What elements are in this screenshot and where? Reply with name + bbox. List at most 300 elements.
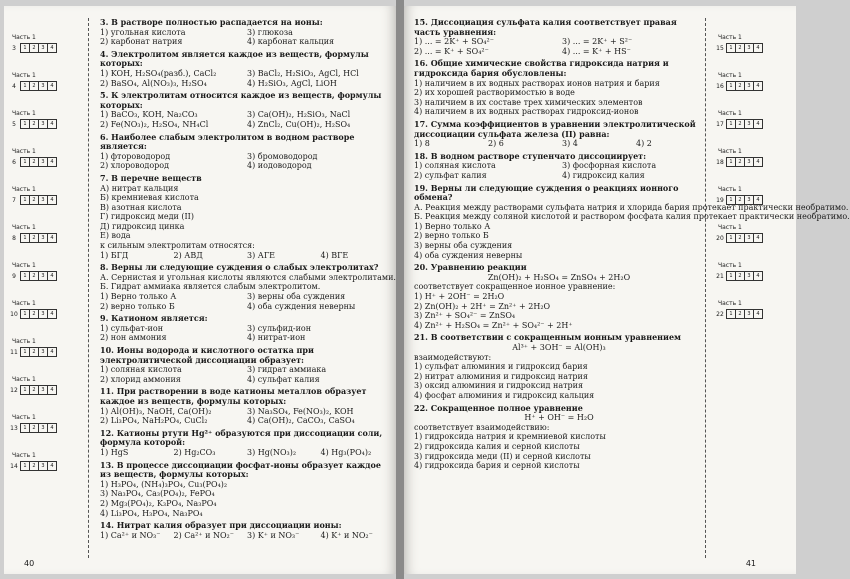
question-line: соответствует сокращенное ионное уравнение: — [414, 282, 616, 292]
answer-option: 4) 2 — [636, 139, 652, 149]
answer-part-label: Часть 1 — [718, 110, 742, 117]
answer-option: 4) ВГЕ — [320, 250, 349, 260]
question-block — [414, 333, 704, 400]
answer-cells — [20, 347, 56, 357]
answer-options — [100, 251, 388, 261]
answer-cell[interactable]: 2 — [735, 43, 745, 53]
answer-option: 2) BaSO₄, Al(NO₃)₃, H₂SO₄ — [100, 78, 207, 88]
answer-options — [100, 448, 388, 458]
answer-cells — [20, 195, 56, 205]
question-title: 14. Нитрат калия образует при диссоциации ионы: — [100, 520, 342, 531]
answer-cells — [726, 233, 762, 243]
question-line: 1) наличием в их водных растворах ионов натрия и бария — [414, 78, 660, 88]
answer-question-number: 15 — [716, 44, 724, 52]
question-title: 6. Наиболее слабым электролитом в водном растворе является: — [100, 131, 355, 152]
answer-part-label: Часть 1 — [718, 148, 742, 155]
answer-cell[interactable]: 1 — [726, 43, 736, 53]
question-title: 15. Диссоциация сульфата калия соответствует правая часть уравнения: — [414, 17, 677, 37]
answer-part-label: Часть 1 — [718, 300, 742, 307]
answer-cell[interactable]: 3 — [744, 271, 754, 281]
answer-cell[interactable]: 3 — [38, 119, 48, 129]
question-title: 11. При растворении в воде катионы металлов образует каждое из веществ, формулы которых: — [100, 386, 367, 406]
question-line: 2) нитрат алюминия и гидроксид натрия — [414, 371, 588, 381]
answer-options — [100, 292, 388, 311]
answer-cell[interactable]: 1 — [20, 461, 30, 471]
answer-box-item — [714, 34, 792, 72]
answer-option: 1) угольная кислота — [100, 27, 186, 37]
question-title: 20. Уравнению реакции — [414, 262, 527, 273]
answer-question-number: 5 — [12, 120, 16, 128]
answer-option: 1) 8 — [414, 139, 430, 149]
question-title: 22. Сокращенное полное уравнение — [414, 402, 583, 413]
answer-cell[interactable]: 2 — [29, 385, 39, 395]
question-line: В) азотная кислота — [100, 202, 182, 212]
answer-cell[interactable]: 1 — [726, 195, 736, 205]
question-block — [414, 18, 704, 56]
answer-option: 1) сульфат-ион — [100, 323, 164, 333]
answer-cell[interactable]: 3 — [38, 81, 48, 91]
answer-cell[interactable]: 3 — [38, 461, 48, 471]
answer-cell[interactable]: 4 — [47, 271, 57, 281]
answer-cell[interactable]: 4 — [47, 157, 57, 167]
answer-box-item — [8, 376, 86, 414]
answer-cell[interactable]: 4 — [753, 81, 763, 91]
answer-cell[interactable]: 3 — [744, 233, 754, 243]
answer-option: 4) карбонат кальция — [247, 37, 335, 47]
answer-box-item — [8, 414, 86, 452]
answer-grid — [8, 233, 86, 243]
answer-cell[interactable]: 2 — [735, 119, 745, 129]
answer-cells — [20, 81, 56, 91]
question-line: 2) их хорошей растворимостью в воде — [414, 88, 575, 98]
answer-grid — [8, 423, 86, 433]
answer-cells — [20, 271, 56, 281]
question-title: 3. В растворе полностью распадается на ионы: — [100, 17, 323, 27]
answer-option: 4) нитрат-ион — [247, 333, 306, 343]
question-line: 4) фосфат алюминия и гидроксид кальция — [414, 390, 595, 400]
answer-cell[interactable]: 4 — [47, 461, 57, 471]
answer-option: 4) оба суждения неверны — [247, 301, 356, 311]
question-line: А. Реакция между растворами сульфата натрия и хлорида бария протекает практически необратимо. — [414, 202, 849, 212]
answer-options — [100, 152, 388, 171]
question-line: соответствует взаимодействию: — [414, 422, 550, 432]
answer-part-label: Часть 1 — [12, 72, 36, 79]
question-line: 4) наличием в их водных растворах гидроксид-ионов — [414, 107, 639, 117]
question-line: Б) кремниевая кислота — [100, 193, 199, 203]
answer-grid — [8, 271, 86, 281]
answer-grid — [8, 309, 86, 319]
answer-cell[interactable]: 3 — [38, 157, 48, 167]
question-line: 4) гидроксида бария и серной кислоты — [414, 461, 580, 471]
answer-question-number: 14 — [10, 462, 18, 470]
answer-cell[interactable]: 4 — [47, 423, 57, 433]
answer-option: 2) Ca²⁺ и NO₂⁻ — [173, 530, 234, 540]
answer-option: 3) K⁺ и NO₃⁻ — [247, 530, 300, 540]
answer-cell[interactable]: 3 — [38, 43, 48, 53]
answer-option: 4) сульфат калия — [247, 374, 320, 384]
answer-option: 4) Hg₃(PO₄)₂ — [320, 447, 372, 457]
question-line: 2) Zn(OH)₂ + 2H⁺ = Zn²⁺ + 2H₂O — [414, 301, 551, 311]
question-block — [100, 18, 388, 47]
answer-cells — [20, 423, 56, 433]
answer-option: 4) гидроксид калия — [562, 170, 645, 180]
answer-grid — [8, 195, 86, 205]
answer-cell[interactable]: 1 — [726, 271, 736, 281]
answer-option: 3) ... = 2K⁺ + S²⁻ — [562, 37, 633, 47]
answer-question-number: 20 — [716, 234, 724, 242]
answer-part-label: Часть 1 — [12, 300, 36, 307]
answer-cell[interactable]: 2 — [29, 43, 39, 53]
question-title: 10. Ионы водорода и кислотного остатка при электролитической диссоциации образует: — [100, 345, 314, 365]
answer-box-item — [8, 34, 86, 72]
answer-question-number: 11 — [10, 348, 18, 356]
answer-option: 2) сульфат калия — [414, 170, 487, 180]
answer-option: 1) H₃PO₄, (NH₄)₃PO₄, Cu₃(PO₄)₂ — [100, 479, 228, 489]
answer-option: 2) 6 — [488, 139, 504, 149]
answer-options — [100, 407, 388, 426]
question-line: 1) сульфат алюминия и гидроксид бария — [414, 362, 588, 372]
question-line: Д) гидроксид цинка — [100, 221, 185, 231]
answer-cells — [20, 43, 56, 53]
answer-option: 4) H₂SiO₃, AgCl, LiOH — [247, 78, 337, 88]
answer-grid — [8, 119, 86, 129]
answer-option: 1) соляная кислота — [100, 365, 182, 375]
question-line: 3) гидроксида меди (II) и серной кислоты — [414, 451, 591, 461]
answer-cell[interactable]: 2 — [735, 195, 745, 205]
answer-option: 1) Ca²⁺ и NO₃⁻ — [100, 530, 161, 540]
question-title: 17. Сумма коэффициентов в уравнении электролитической диссоциации сульфата железа (II) равна: — [414, 118, 696, 139]
answer-option: 1) Верно только А — [100, 292, 177, 302]
page-number: 41 — [745, 559, 756, 568]
answer-question-number: 8 — [12, 234, 16, 242]
answer-option: 3) верны оба суждения — [247, 292, 346, 302]
answer-box-item — [8, 72, 86, 110]
answer-part-label: Часть 1 — [12, 452, 36, 459]
answer-cell[interactable]: 4 — [753, 119, 763, 129]
answer-cell[interactable]: 3 — [744, 119, 754, 129]
answer-options — [100, 28, 388, 47]
answer-option: 2) ... = K⁺ + SO₄²⁻ — [414, 46, 489, 56]
answer-part-label: Часть 1 — [12, 148, 36, 155]
answer-cell[interactable]: 1 — [20, 119, 30, 129]
answer-cell[interactable]: 3 — [744, 43, 754, 53]
question-line: 2) гидроксида калия и серной кислоты — [414, 441, 580, 451]
answer-cell[interactable]: 4 — [47, 347, 57, 357]
answer-options — [100, 365, 388, 384]
answer-cell[interactable]: 4 — [753, 271, 763, 281]
answer-box-item — [8, 110, 86, 148]
answer-cell[interactable]: 4 — [47, 195, 57, 205]
answer-box-item — [714, 110, 792, 148]
answer-option: 2) хлорид аммония — [100, 374, 181, 384]
answer-cell[interactable]: 1 — [20, 233, 30, 243]
answer-box-item — [8, 452, 86, 490]
answer-cell[interactable]: 1 — [726, 81, 736, 91]
question-equation: Zn(OH)₂ + H₂SO₄ = ZnSO₄ + 2H₂O — [487, 272, 631, 282]
answer-option: 3) сульфид-ион — [247, 323, 312, 333]
answer-cell[interactable]: 1 — [20, 309, 30, 319]
question-title: 12. Катионы ртути Hg²⁺ образуются при диссоциации соли, формула которой: — [100, 427, 383, 448]
page-number: 40 — [24, 559, 35, 568]
answer-option: 1) фтороводород — [100, 151, 171, 161]
answer-option: 1) Al(OH)₃, NaOH, Ca(OH)₂ — [100, 406, 212, 416]
answer-part-label: Часть 1 — [718, 72, 742, 79]
answer-cell[interactable]: 2 — [29, 81, 39, 91]
answer-grid — [8, 347, 86, 357]
answer-grid — [8, 81, 86, 91]
answer-part-label: Часть 1 — [12, 224, 36, 231]
answer-cell[interactable]: 2 — [29, 233, 39, 243]
answer-cell[interactable]: 2 — [29, 157, 39, 167]
answer-cell[interactable]: 2 — [29, 119, 39, 129]
answer-cell[interactable]: 1 — [20, 347, 30, 357]
answer-cells — [20, 233, 56, 243]
answer-grid — [714, 271, 792, 281]
answer-cell[interactable]: 2 — [735, 271, 745, 281]
answer-cell[interactable]: 3 — [744, 157, 754, 167]
answer-cell[interactable]: 3 — [38, 195, 48, 205]
answer-option: 3) Na₃SO₄, Fe(NO₃)₂, KOH — [247, 406, 354, 416]
answer-option: 3) бромоводород — [247, 151, 318, 161]
question-line: А) нитрат кальция — [100, 183, 179, 193]
answer-options — [100, 110, 388, 129]
question-line: 3) Zn²⁺ + SO₄²⁻ = ZnSO₄ — [414, 311, 516, 321]
question-title: 4. Электролитом является каждое из веществ, формулы которых: — [100, 48, 369, 69]
answer-cell[interactable]: 3 — [38, 347, 48, 357]
answer-cell[interactable]: 4 — [753, 157, 763, 167]
question-block — [100, 174, 388, 260]
answer-option: 3) АГЕ — [247, 250, 275, 260]
answer-box-item — [714, 148, 792, 186]
answer-question-number: 16 — [716, 82, 724, 90]
answer-option: 3) BaCl₂, H₂SiO₃, AgCl, HCl — [247, 68, 359, 78]
answer-part-label: Часть 1 — [12, 338, 36, 345]
answer-option: 2) карбонат натрия — [100, 37, 183, 47]
answer-cell[interactable]: 3 — [38, 423, 48, 433]
answer-option: 3) Ca(OH)₂, H₂SiO₃, NaCl — [247, 110, 351, 120]
answer-question-number: 21 — [716, 272, 724, 280]
answer-cell[interactable]: 3 — [38, 385, 48, 395]
answer-part-label: Часть 1 — [718, 224, 742, 231]
margin-divider — [88, 18, 89, 558]
answer-cell[interactable]: 1 — [726, 119, 736, 129]
answer-box-item — [8, 262, 86, 300]
answer-cell[interactable]: 2 — [29, 423, 39, 433]
question-title: 19. Верны ли следующие суждения о реакциях ионного обмена? — [414, 182, 679, 203]
answer-option: 3) Hg(NO₃)₂ — [247, 447, 297, 457]
answer-cells — [20, 157, 56, 167]
question-title: 7. В перечне веществ — [100, 172, 202, 183]
answer-cell[interactable]: 1 — [20, 157, 30, 167]
question-block — [100, 50, 388, 88]
answer-grid — [714, 157, 792, 167]
question-block — [100, 429, 388, 458]
answer-cell[interactable]: 4 — [47, 81, 57, 91]
question-block — [414, 404, 704, 471]
answer-cells — [726, 157, 762, 167]
left-page — [4, 6, 396, 574]
question-line: 2) верно только Б — [414, 231, 489, 241]
answer-option: 2) Li₃PO₄, NaH₂PO₄, CuCl₂ — [100, 416, 208, 426]
answer-cell[interactable]: 2 — [29, 309, 39, 319]
question-block — [100, 387, 388, 425]
question-title: 18. В водном растворе ступенчато диссоциирует: — [414, 150, 647, 161]
answer-cell[interactable]: 4 — [47, 309, 57, 319]
answer-option: 1) KOH, H₂SO₄(разб.), CaCl₂ — [100, 68, 217, 78]
answer-question-number: 4 — [12, 82, 16, 90]
margin-divider — [705, 18, 706, 558]
answer-option: 1) БГД — [100, 250, 129, 260]
answer-cell[interactable]: 3 — [744, 195, 754, 205]
question-block — [100, 346, 388, 384]
answer-cell[interactable]: 4 — [47, 119, 57, 129]
answer-grid — [714, 43, 792, 53]
book-gutter — [396, 0, 404, 579]
answer-cell[interactable]: 1 — [20, 271, 30, 281]
answer-cell[interactable]: 2 — [735, 233, 745, 243]
answer-option: 3) фосфорная кислота — [562, 161, 657, 171]
answer-part-label: Часть 1 — [12, 186, 36, 193]
answer-cell[interactable]: 2 — [29, 271, 39, 281]
answer-option: 2) нон аммония — [100, 333, 167, 343]
question-block — [414, 152, 704, 181]
answer-question-number: 17 — [716, 120, 724, 128]
answer-cell[interactable]: 1 — [20, 43, 30, 53]
answer-option: 1) соляная кислота — [414, 161, 496, 171]
answer-cell[interactable]: 1 — [20, 195, 30, 205]
answer-cells — [726, 119, 762, 129]
answer-question-number: 13 — [10, 424, 18, 432]
right-page — [404, 6, 850, 574]
answer-cells — [20, 309, 56, 319]
answer-cell[interactable]: 1 — [20, 81, 30, 91]
answer-grid — [8, 43, 86, 53]
answer-option: 3) 4 — [562, 139, 578, 149]
left-questions — [100, 17, 396, 543]
answer-cell[interactable]: 4 — [47, 385, 57, 395]
question-line: 1) гидроксида натрия и кремниевой кислоты — [414, 432, 606, 442]
answer-cells — [20, 461, 56, 471]
question-line: Б. Реакция между соляной кислотой и раствором фосфата калия протекает практически необратимо. — [414, 212, 850, 222]
answer-cells — [726, 81, 762, 91]
answer-cells — [726, 43, 762, 53]
question-title: 9. Катионом является: — [100, 313, 208, 324]
answer-cell[interactable]: 1 — [726, 233, 736, 243]
answer-cell[interactable]: 2 — [735, 157, 745, 167]
answer-option: 3) гидрат аммиака — [247, 365, 327, 375]
question-title: 8. Верны ли следующие суждения о слабых электролитах? — [100, 262, 379, 273]
answer-option: 2) АВД — [173, 250, 203, 260]
answer-option: 2) верно только Б — [100, 301, 175, 311]
answer-cell[interactable]: 1 — [20, 385, 30, 395]
answer-question-number: 10 — [10, 310, 18, 318]
question-line: 3) верны оба суждения — [414, 241, 513, 251]
answer-option: 1) ... = 2K⁺ + SO₄²⁻ — [414, 37, 494, 47]
answer-cell[interactable]: 3 — [744, 309, 754, 319]
answer-cell[interactable]: 4 — [47, 43, 57, 53]
answer-grid — [8, 461, 86, 471]
answer-cell[interactable]: 3 — [38, 233, 48, 243]
answer-cells — [20, 119, 56, 129]
answer-cell[interactable]: 2 — [29, 195, 39, 205]
question-equation: Al³⁺ + 3OH⁻ = Al(OH)₃ — [512, 343, 606, 352]
answer-box-item — [714, 262, 792, 300]
answer-part-label: Часть 1 — [718, 34, 742, 41]
question-title: 16. Общие химические свойства гидроксида натрия и гидроксида бария обусловлены: — [414, 58, 669, 78]
answer-part-label: Часть 1 — [718, 262, 742, 269]
answer-part-label: Часть 1 — [12, 110, 36, 117]
answer-option: 2) Hg₂CO₃ — [173, 447, 216, 457]
answer-option: 4) K⁺ и NO₂⁻ — [320, 530, 373, 540]
question-line: взаимодействуют: — [414, 352, 492, 362]
answer-question-number: 22 — [716, 310, 724, 318]
answer-options — [414, 139, 704, 149]
question-block — [414, 263, 704, 330]
question-line: Г) гидроксид меди (II) — [100, 212, 194, 222]
question-line: А. Сернистая и угольная кислоты являются слабыми электролитами. — [100, 272, 396, 282]
answer-box-item — [714, 300, 792, 338]
answer-cell[interactable]: 4 — [47, 233, 57, 243]
answer-option: 2) Mg₃(PO₄)₂, K₃PO₄, Na₃PO₄ — [100, 498, 217, 508]
answer-grid — [714, 81, 792, 91]
answer-margin — [714, 34, 792, 338]
answer-cell[interactable]: 4 — [753, 309, 763, 319]
answer-cell[interactable]: 2 — [735, 81, 745, 91]
question-title: 21. В соответствии с сокращенным ионным уравнением — [414, 332, 681, 343]
answer-question-number: 9 — [12, 272, 16, 280]
answer-cell[interactable]: 3 — [38, 309, 48, 319]
answer-cell[interactable]: 4 — [753, 233, 763, 243]
answer-cell[interactable]: 2 — [29, 461, 39, 471]
answer-option: 2) Fe(NO₃)₂, H₂SO₄, NH₄Cl — [100, 119, 209, 129]
answer-option: 4) Ca(OH)₂, CaCO₃, CaSO₄ — [247, 416, 355, 426]
answer-box-item — [8, 224, 86, 262]
answer-question-number: 6 — [12, 158, 16, 166]
question-block — [100, 461, 388, 519]
answer-options — [414, 37, 704, 56]
answer-question-number: 7 — [12, 196, 16, 204]
answer-cells — [726, 271, 762, 281]
answer-grid — [8, 385, 86, 395]
answer-cell[interactable]: 2 — [29, 347, 39, 357]
answer-option: 4) ZnCl₂, Cu(OH)₂, H₂SO₄ — [247, 119, 351, 129]
question-block — [100, 314, 388, 343]
answer-cell[interactable]: 4 — [753, 43, 763, 53]
answer-options — [414, 161, 704, 180]
answer-cell[interactable]: 1 — [20, 423, 30, 433]
answer-cells — [726, 309, 762, 319]
question-title: 5. К электролитам относится каждое из веществ, формулы которых: — [100, 90, 382, 110]
answer-box-item — [8, 338, 86, 376]
answer-cell[interactable]: 3 — [744, 81, 754, 91]
answer-option: 1) BaCO₃, KOH, Na₂CO₃ — [100, 110, 198, 120]
answer-question-number: 19 — [716, 196, 724, 204]
answer-cell[interactable]: 4 — [753, 195, 763, 205]
answer-cell[interactable]: 2 — [735, 309, 745, 319]
answer-options — [100, 324, 388, 343]
answer-cell[interactable]: 1 — [726, 309, 736, 319]
question-line: к сильным электролитам относятся: — [100, 241, 255, 251]
answer-part-label: Часть 1 — [12, 34, 36, 41]
answer-grid — [714, 309, 792, 319]
question-line: Б. Гидрат аммиака является слабым электролитом. — [100, 282, 321, 292]
answer-box-item — [8, 300, 86, 338]
answer-question-number: 18 — [716, 158, 724, 166]
answer-cell[interactable]: 3 — [38, 271, 48, 281]
answer-cell[interactable]: 1 — [726, 157, 736, 167]
question-block — [414, 59, 704, 117]
answer-part-label: Часть 1 — [12, 414, 36, 421]
